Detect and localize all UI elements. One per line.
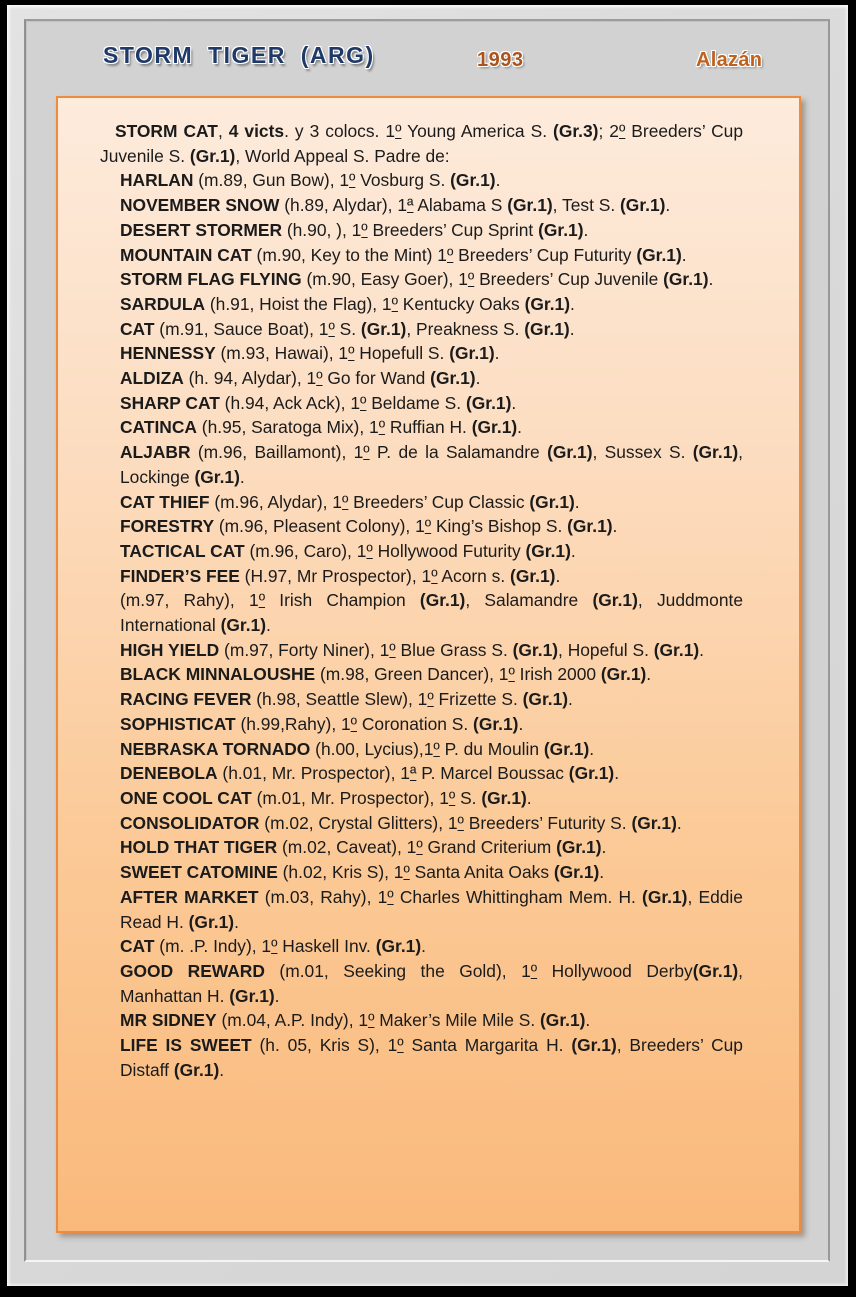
- pedigree-entry: (m.97, Rahy), 1º Irish Champion (Gr.1), Salamandre (Gr.1), Juddmonte International (Gr.1).: [120, 590, 743, 636]
- pedigree-entry: MOUNTAIN CAT (m.90, Key to the Mint) 1º Breeders’ Cup Futurity (Gr.1).: [120, 244, 687, 265]
- pedigree-entry: HENNESSY (m.93, Hawai), 1º Hopefull S. (Gr.1).: [120, 343, 500, 364]
- pedigree-entry: ALJABR (m.96, Baillamont), 1º P. de la Salamandre (Gr.1), Sussex S. (Gr.1), Lockinge (Gr.1).: [120, 442, 743, 487]
- pedigree-entry: DENEBOLA (h.01, Mr. Prospector), 1ª P. Marcel Boussac (Gr.1).: [120, 763, 620, 784]
- pedigree-entry: SWEET CATOMINE (h.02, Kris S), 1º Santa Anita Oaks (Gr.1).: [120, 862, 605, 883]
- pedigree-entry: CAT (m.91, Sauce Boat), 1º S. (Gr.1), Preakness S. (Gr.1).: [120, 318, 575, 339]
- pedigree-entry: CAT (m. .P. Indy), 1º Haskell Inv. (Gr.1).: [120, 936, 426, 957]
- pedigree-entry: HIGH YIELD (m.97, Forty Niner), 1º Blue Grass S. (Gr.1), Hopeful S. (Gr.1).: [120, 639, 704, 660]
- pedigree-entry: STORM FLAG FLYING (m.90, Easy Goer), 1º Breeders’ Cup Juvenile (Gr.1).: [120, 269, 714, 290]
- pedigree-entry: FORESTRY (m.96, Pleasent Colony), 1º King’s Bishop S. (Gr.1).: [120, 516, 618, 537]
- pedigree-entry: RACING FEVER (h.98, Seattle Slew), 1º Frizette S. (Gr.1).: [120, 689, 573, 710]
- pedigree-entry: CAT THIEF (m.96, Alydar), 1º Breeders’ Cup Classic (Gr.1).: [120, 491, 580, 512]
- pedigree-entry: CATINCA (h.95, Saratoga Mix), 1º Ruffian H. (Gr.1).: [120, 417, 522, 438]
- pedigree-entry: LIFE IS SWEET (h. 05, Kris S), 1º Santa Margarita H. (Gr.1), Breeders’ Cup Distaff (Gr.1).: [120, 1035, 743, 1080]
- page-title: STORM TIGER (ARG): [103, 42, 375, 68]
- pedigree-entry: HOLD THAT TIGER (m.02, Caveat), 1º Grand Criterium (Gr.1).: [120, 837, 607, 858]
- pedigree-entry: ONE COOL CAT (m.01, Mr. Prospector), 1º S. (Gr.1).: [120, 787, 532, 808]
- pedigree-entry: BLACK MINNALOUSHE (m.98, Green Dancer), 1º Irish 2000 (Gr.1).: [120, 664, 652, 685]
- pedigree-entry: SHARP CAT (h.94, Ack Ack), 1º Beldame S. (Gr.1).: [120, 392, 517, 413]
- sire-intro-paragraph: STORM CAT, 4 victs. y 3 colocs. 1º Young America S. (Gr.3); 2º Breeders’ Cup Juvenile S. (Gr.1), World Appeal S. Padre de:: [100, 121, 743, 166]
- pedigree-entry: SARDULA (h.91, Hoist the Flag), 1º Kentucky Oaks (Gr.1).: [120, 293, 575, 314]
- pedigree-entry: NOVEMBER SNOW (h.89, Alydar), 1ª Alabama S (Gr.1), Test S. (Gr.1).: [120, 195, 671, 216]
- pedigree-entry: SOPHISTICAT (h.99,Rahy), 1º Coronation S. (Gr.1).: [120, 713, 524, 734]
- birth-year-label: 1993: [477, 49, 524, 71]
- progeny-list: [120, 168, 743, 1082]
- pedigree-entry: TACTICAL CAT (m.96, Caro), 1º Hollywood Futurity (Gr.1).: [120, 540, 576, 561]
- pedigree-box: [56, 96, 801, 1233]
- pedigree-entry: MR SIDNEY (m.04, A.P. Indy), 1º Maker’s Mile Mile S. (Gr.1).: [120, 1010, 591, 1031]
- pedigree-entry: HARLAN (m.89, Gun Bow), 1º Vosburg S. (Gr.1).: [120, 170, 501, 191]
- pedigree-entry: DESERT STORMER (h.90, ), 1º Breeders’ Cup Sprint (Gr.1).: [120, 219, 589, 240]
- pedigree-entry: CONSOLIDATOR (m.02, Crystal Glitters), 1º Breeders’ Futurity S. (Gr.1).: [120, 812, 682, 833]
- coat-color-label: Alazán: [696, 49, 763, 71]
- pedigree-entry: NEBRASKA TORNADO (h.00, Lycius),1º P. du Moulin (Gr.1).: [120, 738, 595, 759]
- pedigree-entry: AFTER MARKET (m.03, Rahy), 1º Charles Whittingham Mem. H. (Gr.1), Eddie Read H. (Gr.1).: [120, 886, 743, 932]
- pedigree-entry: ALDIZA (h. 94, Alydar), 1º Go for Wand (Gr.1).: [120, 368, 481, 389]
- pedigree-entry: GOOD REWARD (m.01, Seeking the Gold), 1º Hollywood Derby(Gr.1), Manhattan H. (Gr.1).: [120, 960, 744, 1006]
- pedigree-content: [58, 98, 799, 1082]
- pedigree-entry: FINDER’S FEE (H.97, Mr Prospector), 1º Acorn s. (Gr.1).: [120, 565, 561, 586]
